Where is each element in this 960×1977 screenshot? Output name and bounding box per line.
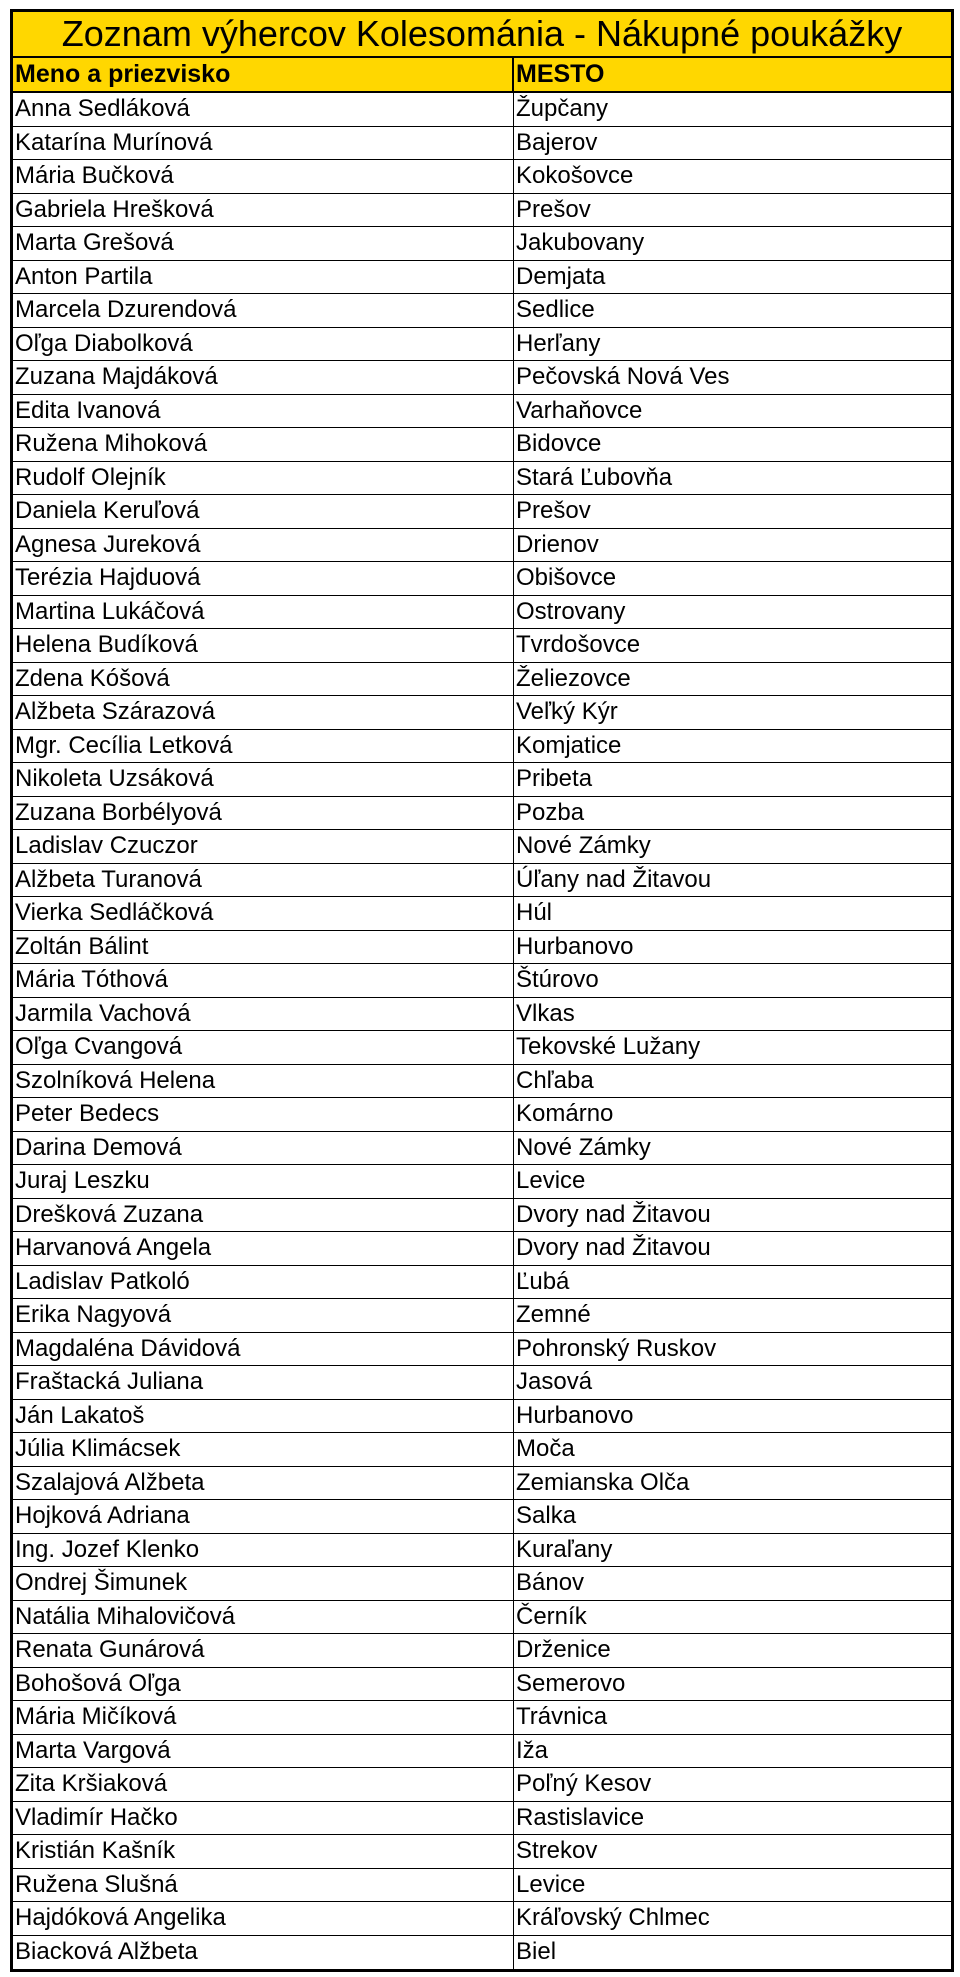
table-row	[13, 1802, 951, 1836]
table-row	[13, 1835, 951, 1869]
winner-name-cell: Darina Demová	[13, 1132, 514, 1165]
table-row	[13, 361, 951, 395]
winner-city-cell: Semerovo	[516, 1669, 626, 1697]
winner-city-cell: Drienov	[516, 530, 599, 558]
winner-name-cell: Katarína Murínová	[13, 127, 514, 160]
winner-city-cell: Obišovce	[516, 564, 617, 591]
table-row	[13, 998, 951, 1032]
winner-name-cell: Gabriela Hrešková	[13, 194, 514, 227]
table-row	[13, 1735, 951, 1769]
winner-city-cell: Černík	[516, 1602, 587, 1630]
table-row	[13, 763, 951, 797]
winner-city-cell: Veľký Kýr	[516, 698, 618, 725]
header-row	[13, 58, 951, 93]
winner-name-cell: Peter Bedecs	[13, 1098, 514, 1131]
winners-table	[10, 9, 954, 1972]
winner-name-cell: Juraj Leszku	[13, 1165, 514, 1198]
winner-city-cell: Dvory nad Žitavou	[516, 1200, 711, 1228]
winner-name-cell: Zoltán Bálint	[13, 931, 514, 964]
winner-city-cell: Levice	[516, 1167, 586, 1194]
table-row	[13, 328, 951, 362]
table-row	[13, 629, 951, 663]
winner-city-cell: Prešov	[516, 195, 591, 223]
winner-city-cell: Biel	[516, 1937, 557, 1965]
table-row	[13, 1601, 951, 1635]
winner-city-cell: Trávnica	[516, 1703, 608, 1730]
table-row	[13, 1701, 951, 1735]
winner-name-cell: Ružena Slušná	[13, 1869, 514, 1902]
winner-name-cell: Ružena Mihoková	[13, 428, 514, 461]
winner-city-cell: Salka	[516, 1502, 577, 1529]
winner-name-cell: Hajdóková Angelika	[13, 1902, 514, 1935]
table-row	[13, 663, 951, 697]
table-row	[13, 730, 951, 764]
table-row	[13, 462, 951, 496]
winner-name-cell: Natália Mihalovičová	[13, 1601, 514, 1634]
table-row	[13, 830, 951, 864]
table-row	[13, 1232, 951, 1266]
winner-city-cell: Bánov	[516, 1569, 585, 1596]
winner-name-cell: Ladislav Czuczor	[13, 830, 514, 863]
winner-city-cell: Stará Ľubovňa	[516, 463, 673, 491]
winner-city-cell: Moča	[516, 1435, 575, 1462]
winner-city-cell: Komjatice	[516, 731, 622, 759]
winner-name-cell: Marcela Dzurendová	[13, 294, 514, 327]
winner-name-cell: Marta Vargová	[13, 1735, 514, 1768]
winner-city-cell: Kráľovský Chlmec	[516, 1904, 710, 1931]
table-row	[13, 294, 951, 328]
table-row	[13, 1668, 951, 1702]
winner-city-cell: Varhaňovce	[516, 396, 643, 424]
winner-city-cell: Štúrovo	[516, 966, 599, 993]
winner-city-cell: Tekovské Lužany	[516, 1033, 701, 1060]
winner-name-cell: Mária Bučková	[13, 160, 514, 193]
winner-city-cell: Ostrovany	[516, 597, 626, 625]
winner-name-cell: Anton Partila	[13, 261, 514, 294]
table-row	[13, 596, 951, 630]
winner-name-cell: Marta Grešová	[13, 227, 514, 260]
winner-name-cell: Ladislav Patkoló	[13, 1266, 514, 1299]
table-row	[13, 160, 951, 194]
table-row	[13, 1132, 951, 1166]
winner-city-cell: Nové Zámky	[516, 1133, 651, 1161]
winner-name-cell: Mária Tóthová	[13, 964, 514, 997]
winner-city-cell: Kuraľany	[516, 1535, 613, 1563]
table-row	[13, 529, 951, 563]
winner-city-cell: Drženice	[516, 1636, 611, 1663]
winner-name-cell: Vierka Sedláčková	[13, 897, 514, 930]
table-row	[13, 1098, 951, 1132]
winner-city-cell: Jasová	[516, 1368, 593, 1395]
winner-city-cell: Demjata	[516, 262, 606, 290]
winner-name-cell: Agnesa Jureková	[13, 529, 514, 562]
winner-name-cell: Alžbeta Szárazová	[13, 696, 514, 729]
table-body	[13, 93, 951, 1969]
table-row	[13, 1165, 951, 1199]
winner-name-cell: Anna Sedláková	[13, 93, 514, 126]
winner-city-cell: Húl	[516, 899, 553, 926]
winner-name-cell: Oľga Cvangová	[13, 1031, 514, 1064]
winner-city-cell: Tvrdošovce	[516, 631, 641, 658]
winner-name-cell: Edita Ivanová	[13, 395, 514, 428]
table-row	[13, 1567, 951, 1601]
winner-name-cell: Bohošová Oľga	[13, 1668, 514, 1701]
winner-name-cell: Zdena Kóšová	[13, 663, 514, 696]
table-row	[13, 127, 951, 161]
table-row	[13, 1433, 951, 1467]
table-row	[13, 261, 951, 295]
winner-name-cell: Nikoleta Uzsáková	[13, 763, 514, 796]
winner-city-cell: Župčany	[516, 95, 609, 122]
winner-city-cell: Želiezovce	[516, 664, 631, 692]
winner-name-cell: Terézia Hajduová	[13, 562, 514, 595]
table-row	[13, 194, 951, 228]
winner-city-cell: Prešov	[516, 497, 591, 524]
winner-city-cell: Dvory nad Žitavou	[516, 1234, 711, 1261]
winner-name-cell: Júlia Klimácsek	[13, 1433, 514, 1466]
winner-city-cell: Jakubovany	[516, 229, 645, 256]
winner-name-cell: Magdaléna Dávidová	[13, 1333, 514, 1366]
winner-city-cell: Bajerov	[516, 128, 598, 156]
table-row	[13, 1266, 951, 1300]
winner-city-cell: Zemianska Olča	[516, 1468, 690, 1496]
winner-city-cell: Hurbanovo	[516, 1401, 634, 1429]
table-row	[13, 964, 951, 998]
winner-name-cell: Alžbeta Turanová	[13, 864, 514, 897]
table-row	[13, 1199, 951, 1233]
winner-city-cell: Pečovská Nová Ves	[516, 363, 730, 390]
winner-city-cell: Úľany nad Žitavou	[516, 865, 712, 893]
table-row	[13, 1366, 951, 1400]
table-title: Zoznam výhercov Kolesománia - Nákupné poukážky	[13, 12, 951, 58]
winner-name-cell: Ondrej Šimunek	[13, 1567, 514, 1600]
winner-name-cell: Ján Lakatoš	[13, 1400, 514, 1433]
winner-city-cell: Poľný Kesov	[516, 1770, 652, 1797]
column-header-city: MESTO	[516, 60, 605, 88]
winner-city-cell: Pozba	[516, 798, 585, 826]
winner-name-cell: Biacková Alžbeta	[13, 1936, 514, 1970]
winner-name-cell: Kristián Kašník	[13, 1835, 514, 1868]
winner-city-cell: Levice	[516, 1870, 586, 1898]
table-row	[13, 897, 951, 931]
winner-city-cell: Iža	[516, 1736, 549, 1764]
winner-name-cell: Szolníková Helena	[13, 1065, 514, 1098]
table-row	[13, 93, 951, 127]
winner-city-cell: Chľaba	[516, 1066, 594, 1094]
winner-name-cell: Mgr. Cecília Letková	[13, 730, 514, 763]
winner-name-cell: Vladimír Hačko	[13, 1802, 514, 1835]
table-row	[13, 1534, 951, 1568]
winner-city-cell: Sedlice	[516, 296, 595, 323]
winner-name-cell: Drešková Zuzana	[13, 1199, 514, 1232]
table-row	[13, 1902, 951, 1936]
winner-name-cell: Renata Gunárová	[13, 1634, 514, 1667]
winner-name-cell: Zita Kršiaková	[13, 1768, 514, 1801]
table-row	[13, 1065, 951, 1099]
winner-city-cell: Ľubá	[516, 1267, 570, 1295]
winner-city-cell: Hurbanovo	[516, 932, 634, 960]
table-row	[13, 1500, 951, 1534]
table-row	[13, 395, 951, 429]
winner-city-cell: Nové Zámky	[516, 832, 651, 859]
table-row	[13, 864, 951, 898]
winner-city-cell: Zemné	[516, 1301, 591, 1328]
table-row	[13, 1031, 951, 1065]
table-row	[13, 1333, 951, 1367]
winner-name-cell: Zuzana Majdáková	[13, 361, 514, 394]
winner-city-cell: Pohronský Ruskov	[516, 1334, 717, 1362]
table-row	[13, 495, 951, 529]
winner-name-cell: Jarmila Vachová	[13, 998, 514, 1031]
winner-name-cell: Harvanová Angela	[13, 1232, 514, 1265]
table-row	[13, 1936, 951, 1970]
winner-name-cell: Martina Lukáčová	[13, 596, 514, 629]
winner-name-cell: Ing. Jozef Klenko	[13, 1534, 514, 1567]
winner-city-cell: Strekov	[516, 1837, 598, 1864]
table-row	[13, 931, 951, 965]
winner-name-cell: Helena Budíková	[13, 629, 514, 662]
winner-name-cell: Daniela Keruľová	[13, 495, 514, 528]
winner-name-cell: Rudolf Olejník	[13, 462, 514, 495]
winner-city-cell: Herľany	[516, 329, 601, 357]
table-row	[13, 1634, 951, 1668]
winner-city-cell: Vlkas	[516, 999, 575, 1027]
winner-city-cell: Bidovce	[516, 430, 602, 457]
table-row	[13, 1869, 951, 1903]
table-row	[13, 797, 951, 831]
table-row	[13, 562, 951, 596]
winner-name-cell: Fraštacká Juliana	[13, 1366, 514, 1399]
table-row	[13, 1467, 951, 1501]
winner-city-cell: Komárno	[516, 1100, 614, 1127]
table-row	[13, 227, 951, 261]
winner-name-cell: Zuzana Borbélyová	[13, 797, 514, 830]
winner-name-cell: Mária Mičíková	[13, 1701, 514, 1734]
winner-city-cell: Pribeta	[516, 765, 593, 792]
table-row	[13, 1299, 951, 1333]
winner-city-cell: Kokošovce	[516, 162, 634, 189]
table-row	[13, 1768, 951, 1802]
table-row	[13, 1400, 951, 1434]
winner-name-cell: Oľga Diabolková	[13, 328, 514, 361]
winner-name-cell: Szalajová Alžbeta	[13, 1467, 514, 1500]
winner-name-cell: Erika Nagyová	[13, 1299, 514, 1332]
column-header-name: Meno a priezvisko	[13, 58, 514, 91]
table-row	[13, 696, 951, 730]
table-row	[13, 428, 951, 462]
winner-city-cell: Rastislavice	[516, 1803, 645, 1831]
winner-name-cell: Hojková Adriana	[13, 1500, 514, 1533]
